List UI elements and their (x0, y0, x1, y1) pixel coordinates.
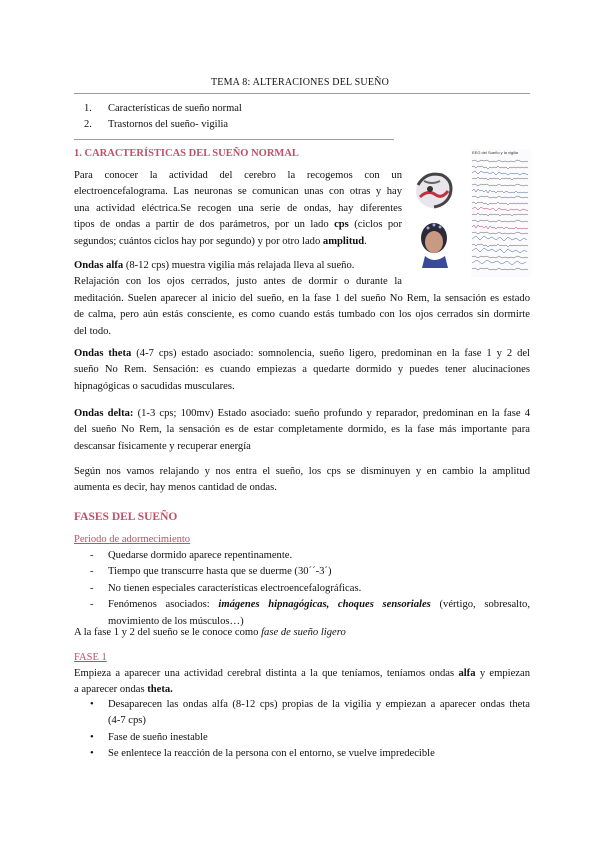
theta-paragraph (74, 346, 530, 395)
fase1-heading: FASE 1 (74, 652, 107, 663)
intro-paragraph (74, 168, 402, 250)
text-line: meditación. Suelen aparecer al inicio del sueño, en la fase 1 del sueño No Rem, la sensación es estado (74, 292, 530, 304)
list-item: - Quedarse dormido aparece repentinamente. (90, 550, 293, 561)
text-line: hipnagógicas o sacudidas musculares. (74, 380, 235, 392)
delta-paragraph (74, 406, 530, 455)
text-line: a aparecer ondas theta. (74, 684, 173, 696)
drowsy-list (90, 548, 530, 630)
list-item: • Fase de sueño inestable (90, 731, 208, 743)
fase1-list (90, 697, 530, 763)
list-item: - No tienen especiales características electroencefalográficas. (90, 582, 362, 594)
text-line: aumenta es decir, hay menos cantidad de ondas. (74, 482, 277, 494)
section-heading: 1. CARACTERÍSTICAS DEL SUEÑO NORMAL (74, 148, 299, 159)
light-sleep-line: A la fase 1 y 2 del sueño se le conoce como fase de sueño ligero (74, 627, 346, 638)
text-line: de calma, pero aún estás consciente, es como cuando estás tumbado con los ojos cerrados sin dormirte (74, 309, 530, 321)
alfa-paragraph (74, 258, 530, 340)
document-title: TEMA 8: ALTERACIONES DEL SUEÑO (210, 77, 390, 88)
text-line: tipos de ondas a partir de dos parámetros, por un lado cps (ciclos por (74, 219, 403, 231)
text-line: Ondas delta: (1-3 cps; 100mv) Estado asociado: sueño profundo y reparador, predominan en la fase 4 (74, 408, 531, 419)
phases-heading: FASES DEL SUEÑO (74, 511, 178, 523)
text-line: del todo. (74, 325, 112, 337)
eeg-traces (471, 155, 531, 273)
table-of-contents (84, 101, 242, 133)
text-line: del sueño No Rem, la sensación es de estar completamente dormido, es la fase más importante para (74, 424, 530, 436)
list-item: - Fenómenos asociados: imágenes hipnagógicas, choques sensoriales (vértigo, sobresalto, movimiento de los músculos…) (90, 599, 530, 627)
toc-item: 2. Trastornos del sueño- vigilia (84, 119, 229, 130)
eeg-caption: EEG del Sueño y la vigilia (472, 150, 519, 155)
text-line: Ondas alfa (8-12 cps) muestra vigilia más relajada lleva al sueño. (74, 260, 355, 271)
text-line: Relajación con los ojos cerrados, justo antes de dormir o durante la (74, 276, 402, 288)
brain-wave-illustration (410, 167, 458, 215)
text-line: segundos; cuántos ciclos hay por segundo) y por otro lado amplitud. (74, 235, 367, 247)
text-line: Ondas theta (4-7 cps) estado asociado: somnolencia, sueño ligero, predominan en la fase 1 y 2 del (74, 348, 531, 359)
text-line: Según nos vamos relajando y nos entra el sueño, los cps se disminuyen y en cambio la amplitud (74, 466, 530, 477)
list-item: • Se enlentece la reacción de la persona con el entorno, se vuelve impredecible (90, 748, 435, 760)
text-line: electroencefalograma. Las neuronas se comunican unas con otras y hay (74, 186, 402, 198)
fase1-paragraph (74, 666, 530, 699)
text-line: Para conocer la actividad del cerebro la recogemos con un (74, 170, 402, 181)
toc-item: 1. Características de sueño normal (84, 103, 242, 114)
text-line: una actividad eléctrica.Se recogen una serie de ondas, hay diferentes (74, 202, 402, 214)
text-line: descansar físicamente y recuperar energía (74, 440, 251, 452)
text-line: Empieza a aparecer una actividad cerebral distinta a la que teníamos, teníamos ondas alfa y empiezan (74, 668, 531, 679)
summary-paragraph (74, 464, 530, 497)
list-item: - Tiempo que transcurre hasta que se duerme (30´´-3´) (90, 566, 332, 578)
text-line: sueño No Rem. Sensación: es cuando empiezas a quedarte dormido y puedes tener alucinaciones (74, 364, 530, 376)
drowsy-heading: Periodo de adormecimiento (74, 534, 191, 545)
title-divider (74, 93, 530, 94)
list-item: • Desaparecen las ondas alfa (8-12 cps) propias de la vigilia y empiezan a aparecer ondas theta (4-7 cps) (90, 699, 530, 727)
toc-divider (74, 139, 394, 140)
